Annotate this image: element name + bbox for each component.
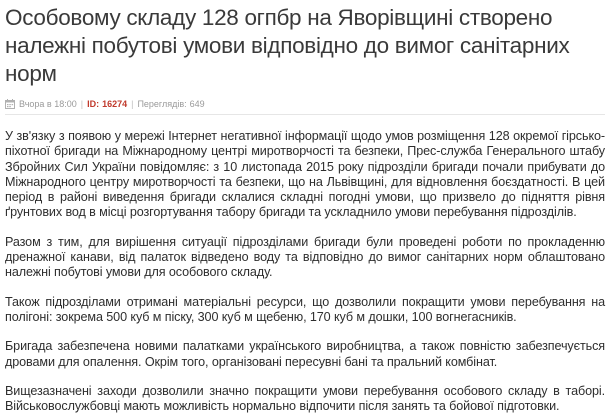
article-id-value: 16274 bbox=[102, 99, 128, 109]
article-meta bbox=[5, 97, 605, 111]
article-paragraph: Також підрозділами отримані матеріальні ресурси, що дозволили покращити умови перебування на полігоні: зокрема 500 куб м піску, 300 куб м щебеню, 170 куб м дошки, 100 вогнегасників. bbox=[5, 294, 605, 324]
article-paragraph: Бригада забезпечена новими палатками українського виробництва, а також повністю забезпечується дровами для опалення. Окрім того, організовані пересувні бані та пральний комбінат. bbox=[5, 339, 605, 369]
meta-separator: | bbox=[80, 99, 84, 109]
article-paragraph: У зв'язку з появою у мережі Інтернет негативної інформації щодо умов розміщення 128 окремої гірсько-піхотної бригади на Міжнародному центрі миротворчості та безпеки, Прес-служба Генерального штабу Збройних Сил України повідомляє: з 10 листопада 2015 року підрозділи бригади почали прибувати до Міжнародного центру миротворчості та безпеки, що на Львівщині, для відновлення боєздатності. В цей період в районі виведення бригади склалися складні погодні умови, що призвело до підняття рівня ґрунтових вод в місці розгортування табору бригади та ускладнило умови перебування підрозділів. bbox=[5, 129, 605, 220]
views-count: 649 bbox=[189, 99, 205, 109]
article-body bbox=[5, 129, 605, 414]
views-label: Переглядів: bbox=[137, 99, 187, 109]
article-paragraph: Вищезазначені заходи дозволили значно покращити умови перебування особового складу в таборі. Військовослужбовці мають можливість нормально відпочити після занять та бойової підготовки. bbox=[5, 383, 605, 414]
meta-separator: | bbox=[131, 99, 134, 109]
meta-divider bbox=[5, 114, 605, 115]
calendar-icon bbox=[5, 99, 15, 109]
publish-time: Вчора в 18:00 bbox=[19, 99, 77, 109]
article-title: Особовому складу 128 огпбр на Яворівщині створено належні побутові умови відповідно до вимог санітарних норм bbox=[5, 5, 570, 86]
article-paragraph: Разом з тим, для вирішення ситуації підрозділами бригади були проведені роботи по прокладенню дренажної канави, від палаток відведено воду та відповідно до вимог санітарних норм облаштовано належні побутові умови для особового складу. bbox=[5, 234, 605, 280]
article-id-label: ID: bbox=[87, 99, 100, 109]
